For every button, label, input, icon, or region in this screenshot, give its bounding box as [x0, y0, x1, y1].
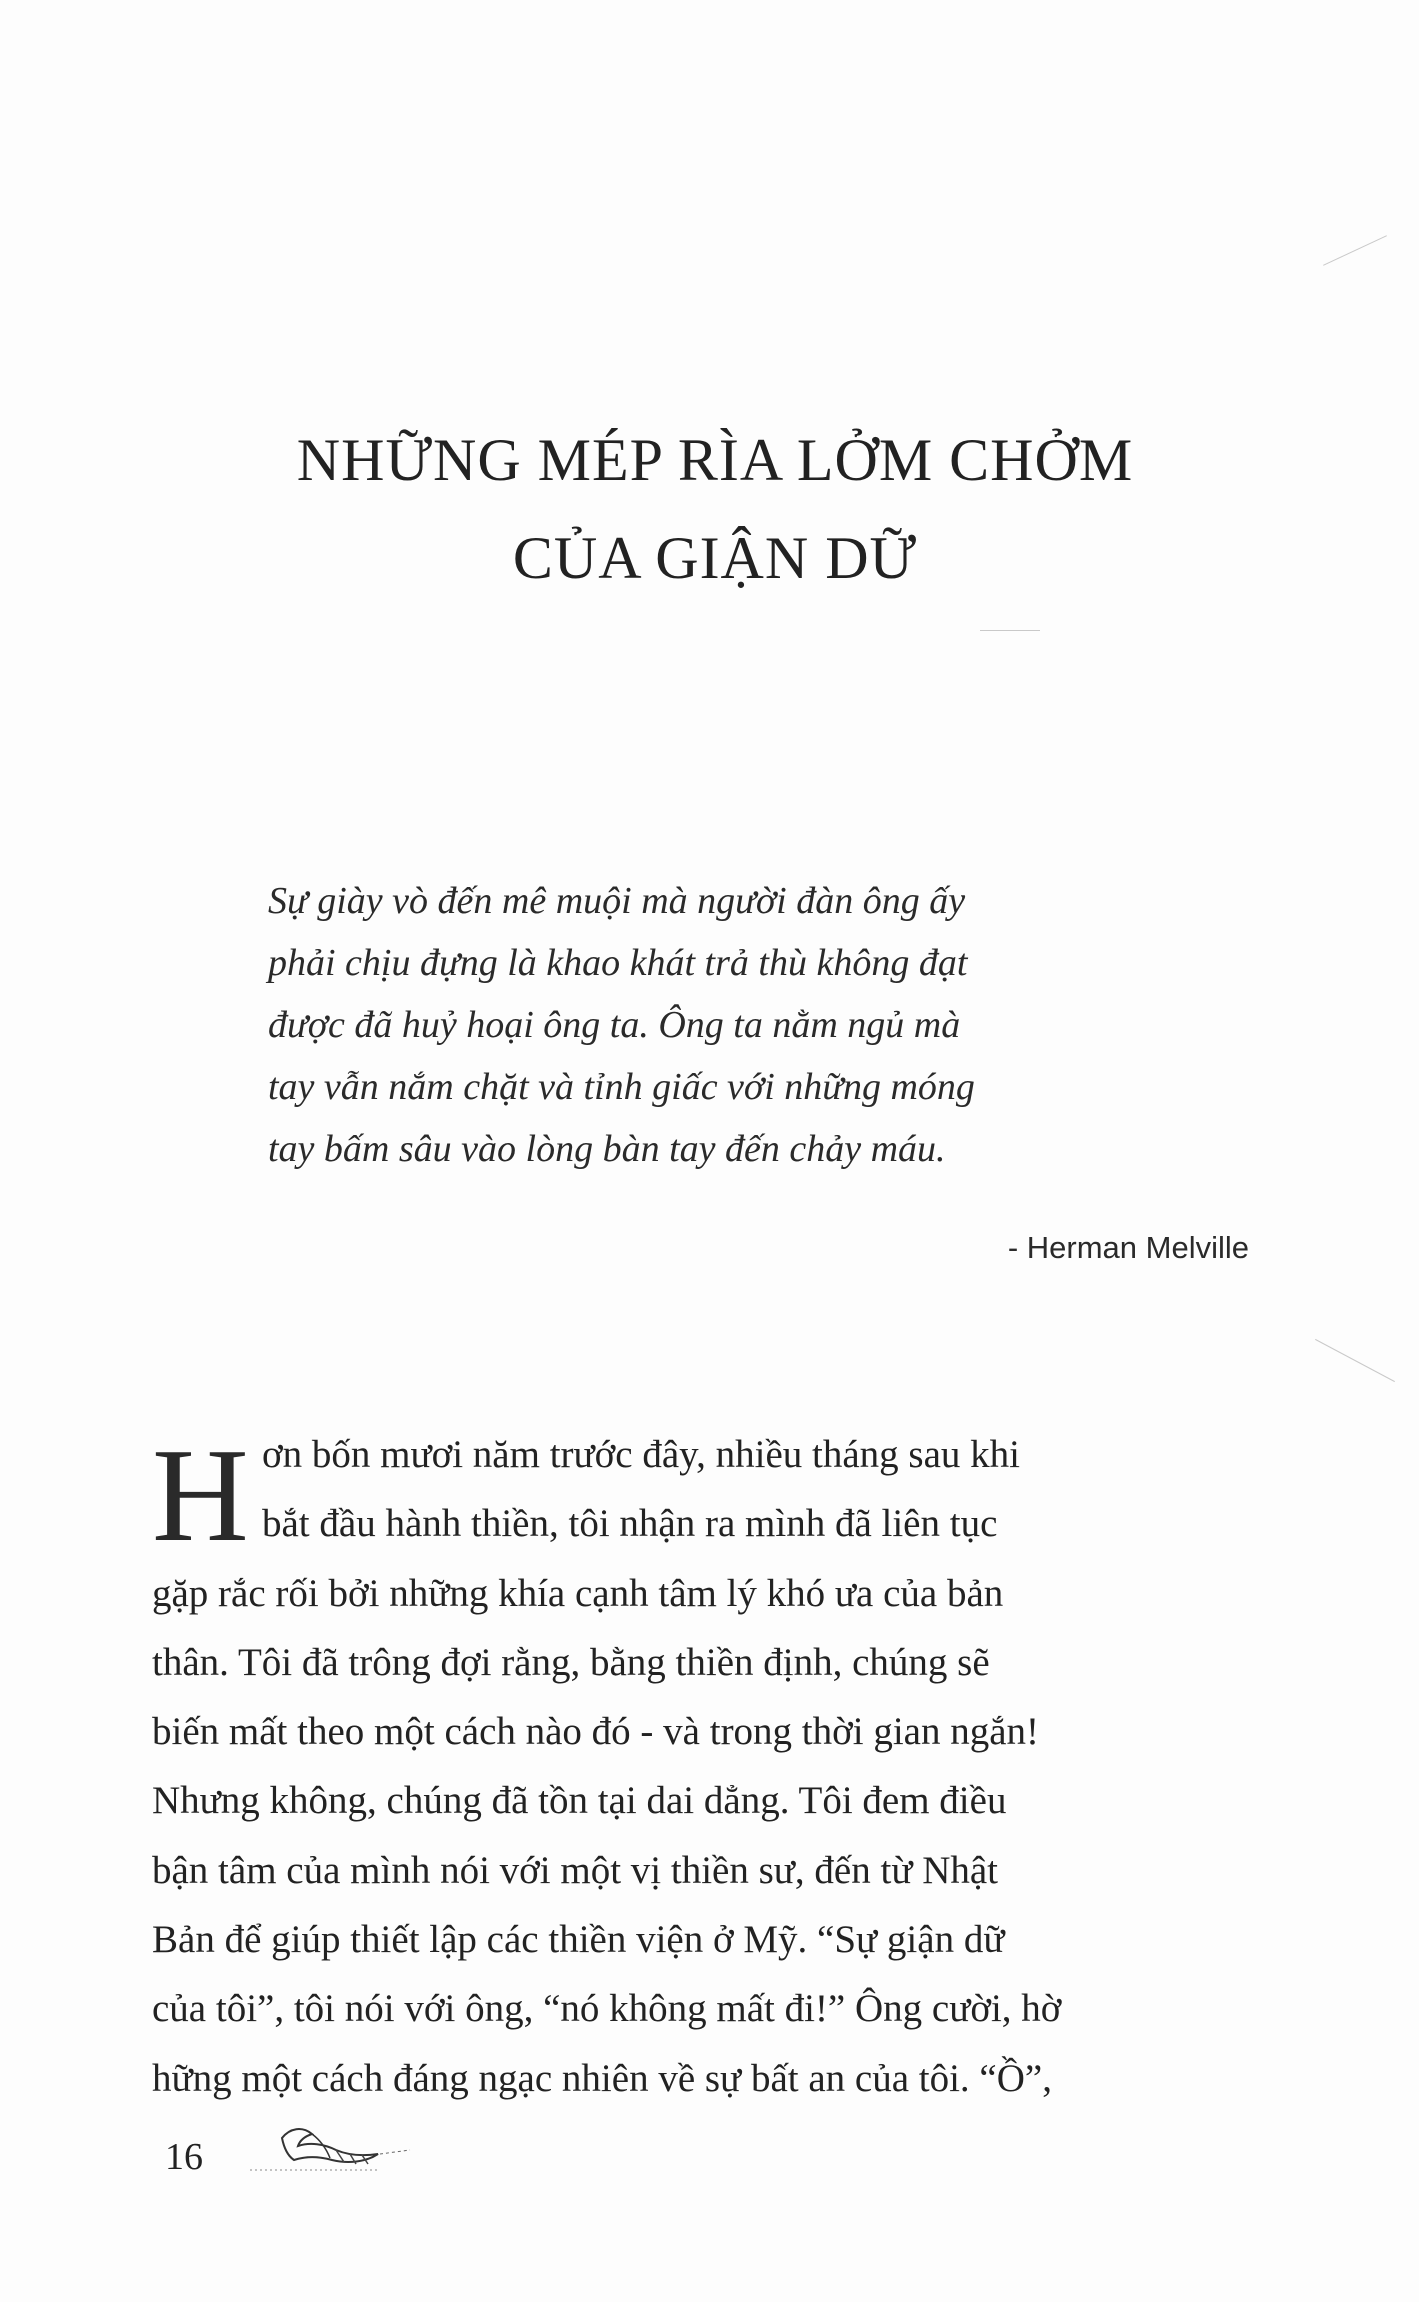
- epigraph: [268, 870, 1258, 1180]
- epigraph-line: tay bấm sâu vào lòng bàn tay đến chảy máu.: [268, 1128, 946, 1170]
- drop-cap: H: [152, 1421, 249, 1569]
- scan-mark: [1323, 235, 1387, 265]
- epigraph-line: được đã huỷ hoại ông ta. Ông ta nằm ngủ mà: [268, 1004, 961, 1046]
- body-line: bắt đầu hành thiền, tôi nhận ra mình đã liên tục: [262, 1502, 998, 1546]
- body-line: Nhưng không, chúng đã tồn tại dai dẳng. Tôi đem điều: [152, 1779, 1007, 1823]
- body-line: hững một cách đáng ngạc nhiên về sự bất an của tôi. “Ồ”,: [152, 2056, 1052, 2100]
- body-line: Bản để giúp thiết lập các thiền viện ở Mỹ. “Sự giận dữ: [152, 1918, 1005, 1962]
- body-paragraph: [152, 1420, 1372, 2113]
- chapter-title-line-1: NHỮNG MÉP RÌA LỞM CHỞM: [296, 427, 1134, 493]
- epigraph-line: Sự giày vò đến mê muội mà người đàn ông ấy: [268, 880, 966, 922]
- scan-mark: [980, 630, 1040, 631]
- quill-ornament-icon: [240, 2110, 420, 2185]
- body-line: gặp rắc rối bởi những khía cạnh tâm lý khó ưa của bản: [152, 1571, 1004, 1615]
- body-line: bận tâm của mình nói với một vị thiền sư, đến từ Nhật: [152, 1848, 999, 1892]
- epigraph-attribution: - Herman Melville: [1007, 1230, 1249, 1265]
- body-line: của tôi”, tôi nói với ông, “nó không mất đi!” Ông cười, hờ: [152, 1987, 1062, 2031]
- body-line: biến mất theo một cách nào đó - và trong thời gian ngắn!: [152, 1710, 1040, 1754]
- chapter-title-line-2: CỦA GIẬN DỮ: [512, 525, 918, 591]
- body-line: thân. Tôi đã trông đợi rằng, bằng thiền định, chúng sẽ: [152, 1640, 990, 1684]
- page-number: 16: [165, 2136, 203, 2178]
- epigraph-line: tay vẫn nắm chặt và tỉnh giấc với những móng: [268, 1066, 975, 1108]
- scan-mark: [1315, 1339, 1395, 1382]
- epigraph-line: phải chịu đựng là khao khát trả thù không đạt: [268, 942, 968, 984]
- body-line: ơn bốn mươi năm trước đây, nhiều tháng sau khi: [262, 1433, 1020, 1476]
